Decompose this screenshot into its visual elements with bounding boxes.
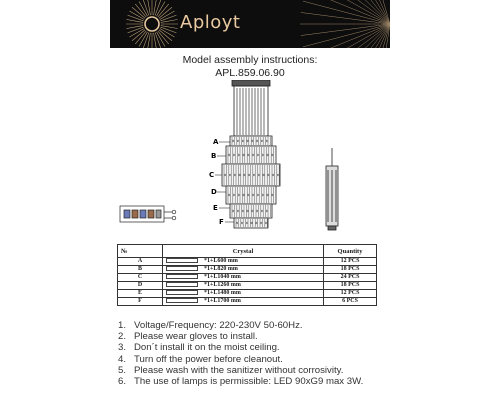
column-header-no: №	[118, 245, 163, 258]
row-quantity: 18 PCS	[324, 266, 377, 274]
side-view-fixture	[326, 148, 338, 230]
column-header-quantity: Quantity	[324, 245, 377, 258]
row-crystal	[163, 282, 324, 290]
list-item: 5. Please wash with the sanitizer without corrosivity.	[118, 364, 344, 376]
sunburst-logo-icon	[110, 0, 390, 48]
crystal-size: *1+L1260 mm	[204, 282, 241, 288]
column-header-crystal: Crystal	[163, 245, 324, 258]
table-row	[118, 298, 377, 306]
row-quantity: 12 PCS	[324, 290, 377, 298]
row-quantity: 12 PCS	[324, 258, 377, 266]
list-item: 6. The use of lamps is permissible: LED 90xG9 max 3W.	[118, 375, 364, 387]
installation-notes	[118, 320, 363, 387]
crystal-rod-icon	[166, 274, 198, 279]
part-label-e: E	[213, 204, 218, 212]
table-row	[118, 266, 377, 274]
crystal-size: *1+L820 mm	[204, 266, 238, 272]
part-label-d: D	[211, 188, 217, 196]
part-label-c: C	[209, 171, 215, 179]
table-row	[118, 290, 377, 298]
row-letter: A	[118, 258, 163, 266]
row-quantity: 6 PCS	[324, 298, 377, 306]
row-letter: D	[118, 282, 163, 290]
part-label-f: F	[219, 218, 224, 226]
table-row	[118, 258, 377, 266]
crystal-size: *1+L1480 mm	[204, 290, 241, 296]
crystal-size: *1+L600 mm	[204, 258, 238, 264]
table-header-row	[118, 245, 377, 258]
crystal-rod-icon	[166, 298, 198, 303]
crystal-size: *1+L1040 mm	[204, 274, 241, 280]
brand-name: Aployt	[180, 12, 241, 33]
table-row	[118, 282, 377, 290]
crystal-rod-icon	[166, 266, 198, 271]
row-crystal	[163, 258, 324, 266]
part-label-a: A	[213, 138, 219, 146]
brand-banner	[110, 0, 390, 48]
row-letter: E	[118, 290, 163, 298]
list-item: 3. Don´t install it on the moist ceiling.	[118, 342, 280, 354]
row-crystal	[163, 298, 324, 306]
chandelier-body	[222, 80, 280, 228]
model-number: APL.859.06.90	[215, 67, 285, 79]
crystal-rod-icon	[166, 258, 198, 263]
list-item: 2. Please wear gloves to install.	[118, 331, 258, 343]
chandelier-diagram	[0, 80, 500, 240]
row-quantity: 24 PCS	[324, 274, 377, 282]
wiring-terminal-diagram	[120, 206, 176, 222]
list-item: 1. Voltage/Frequency: 220-230V 50-60Hz.	[118, 320, 303, 331]
list-item: 4. Turn off the power before cleanout.	[118, 353, 283, 365]
part-label-b: B	[211, 152, 217, 160]
row-letter: F	[118, 298, 163, 306]
row-crystal	[163, 266, 324, 274]
crystal-rod-icon	[166, 282, 198, 287]
instructions-title: Model assembly instructions:	[182, 54, 318, 66]
row-quantity: 18 PCS	[324, 282, 377, 290]
row-crystal	[163, 274, 324, 282]
crystal-rod-icon	[166, 290, 198, 295]
table-row	[118, 274, 377, 282]
crystal-size: *1+L1700 mm	[204, 298, 241, 304]
row-letter: C	[118, 274, 163, 282]
row-crystal	[163, 290, 324, 298]
row-letter: B	[118, 266, 163, 274]
parts-table	[117, 244, 377, 306]
